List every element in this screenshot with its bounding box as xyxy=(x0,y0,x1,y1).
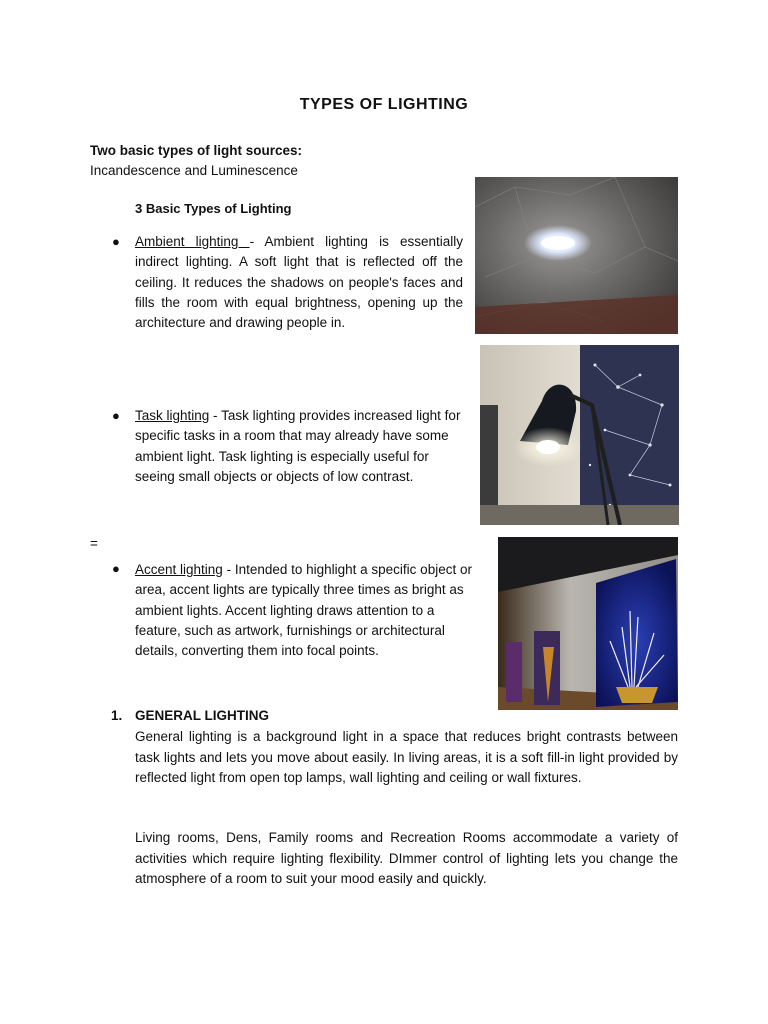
term-accent: Accent lighting xyxy=(135,562,223,577)
description-ambient: Ambient lighting is essentially indirect lighting. A soft light that is reflected off the ceiling. It reduces the shadows on people's faces and fills the room with equal brightness, opening up the architecture and drawing people in. xyxy=(135,234,463,331)
section-number: 1. xyxy=(111,708,123,723)
intro-text: Incandescence and Luminescence xyxy=(90,163,298,178)
accent-artwork-photo xyxy=(498,537,678,710)
stray-mark: = xyxy=(90,536,98,551)
section-heading: GENERAL LIGHTING xyxy=(135,708,270,723)
subheading: 3 Basic Types of Lighting xyxy=(135,201,292,216)
ceiling-light-photo xyxy=(475,177,678,334)
page-title: TYPES OF LIGHTING xyxy=(299,96,469,113)
term-separator: - xyxy=(209,408,222,423)
intro-block xyxy=(90,141,302,181)
intro-heading: Two basic types of light sources: xyxy=(90,143,303,158)
term-separator: - xyxy=(222,562,235,577)
section-paragraph-2: Living rooms, Dens, Family rooms and Recreation Rooms accommodate a variety of activities which require lighting flexibility. DImmer control of lighting lets you change the atmosphere of a room to suit your mood easily and quickly. xyxy=(135,830,678,887)
list-item-task xyxy=(135,406,471,487)
description-accent: Intended to highlight a specific object or area, accent lights are typically three times as bright as ambient lights. Accent lighting draws attention to a feature, such as artwork, furnishings or architectural details, converting them into focal points. xyxy=(135,562,472,659)
bullet-icon: ● xyxy=(112,561,120,576)
list-item-ambient xyxy=(135,232,463,333)
term-task: Task lighting xyxy=(135,408,210,423)
desk-lamp-photo xyxy=(480,345,679,525)
bullet-icon: ● xyxy=(112,408,120,423)
bullet-icon: ● xyxy=(112,234,120,249)
description-task: Task lighting provides increased light for specific tasks in a room that may already have some ambient light. Task lighting is especially useful for seeing small objects or objects of low contrast. xyxy=(135,408,461,484)
section-paragraph-1: General lighting is a background light in a space that reduces bright contrasts between task lights and lets you move about easily. In living areas, it is a soft fill-in light provided by reflected light from open top lamps, wall lighting and ceiling or wall fixtures. xyxy=(135,729,678,786)
term-separator: - xyxy=(249,234,265,249)
list-item-accent xyxy=(135,560,481,661)
term-ambient: Ambient lighting xyxy=(135,234,250,249)
